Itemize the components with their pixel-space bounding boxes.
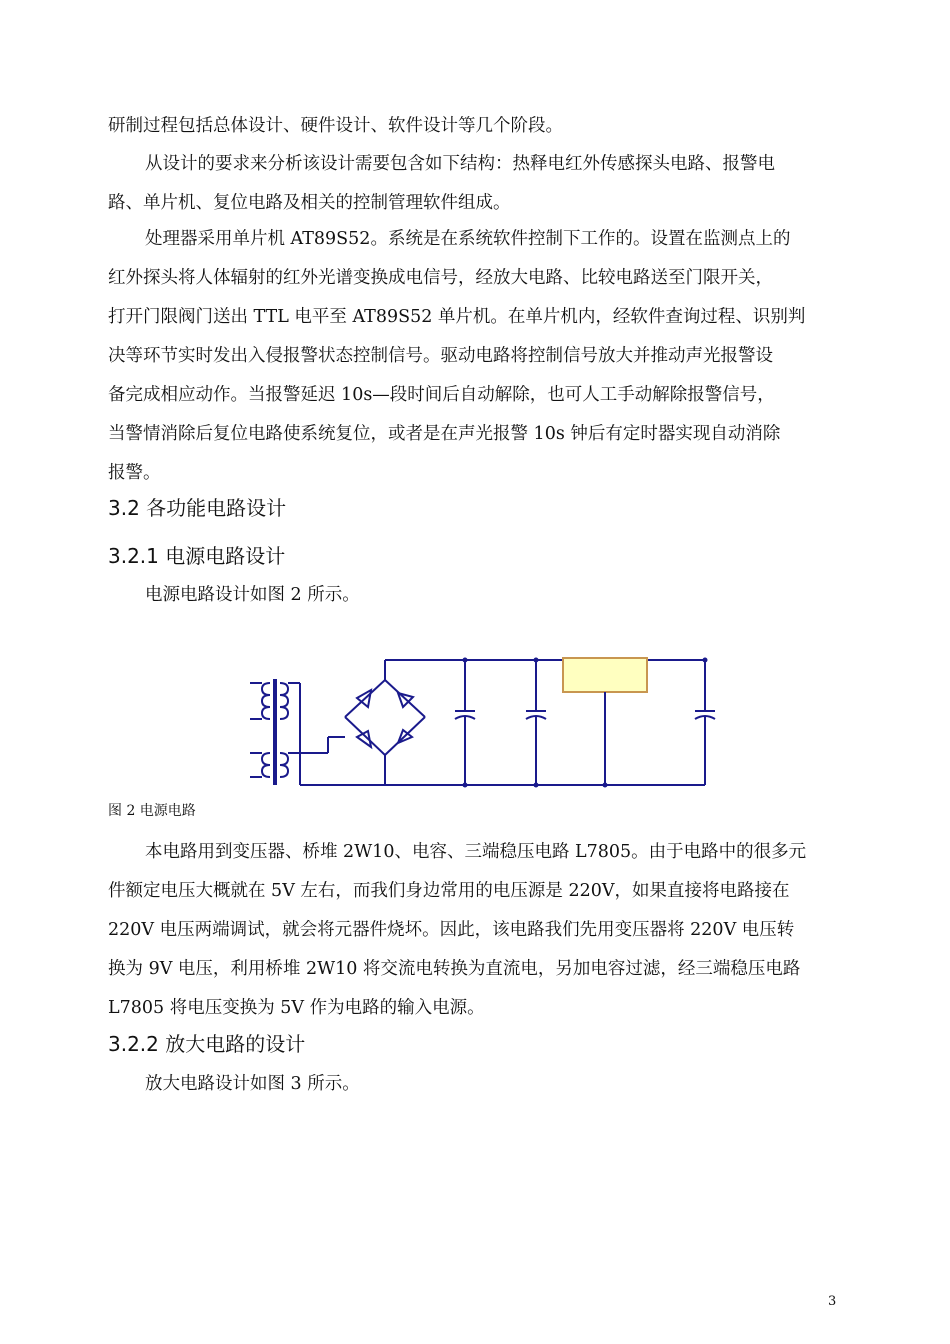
- text-line: 处理器采用单片机 AT89S52。系统是在系统软件控制下工作的。设置在监测点上的: [145, 229, 791, 249]
- figure-caption: 图 2 电源电路: [108, 803, 196, 819]
- power-circuit-figure: [240, 655, 720, 795]
- text-line: 放大电路设计如图 3 所示。: [145, 1074, 360, 1094]
- text-line: 220V 电压两端调试，就会将元器件烧坏。因此，该电路我们先用变压器将 220V 电压转: [108, 920, 795, 940]
- text-line: 本电路用到变压器、桥堆 2W10、电容、三端稳压电路 L7805。由于电路中的很多元: [145, 842, 807, 862]
- bridge-rectifier-icon: [345, 660, 425, 785]
- text-line: L7805 将电压变换为 5V 作为电路的输入电源。: [108, 998, 485, 1018]
- section-heading-3-2-2: 3.2.2 放大电路的设计: [108, 1032, 306, 1056]
- regulator-l7805-box: [563, 658, 647, 692]
- capacitor-3-icon: [695, 660, 715, 785]
- text-line: 当警情消除后复位电路使系统复位，或者是在声光报警 10s 钟后有定时器实现自动消除: [108, 424, 781, 444]
- text-line: 从设计的要求来分析该设计需要包含如下结构：热释电红外传感探头电路、报警电: [145, 154, 775, 174]
- paragraph-1: [108, 107, 843, 146]
- section-heading-3-2-1: 3.2.1 电源电路设计: [108, 544, 286, 568]
- text-line: 备完成相应动作。当报警延迟 10s—段时间后自动解除，也可人工手动解除报警信号，: [108, 385, 775, 405]
- paragraph-4: [108, 576, 843, 615]
- text-line: 决等环节实时发出入侵报警状态控制信号。驱动电路将控制信号放大并推动声光报警设: [108, 346, 773, 366]
- paragraph-6: [108, 1065, 843, 1104]
- text-line: 路、单片机、复位电路及相关的控制管理软件组成。: [108, 193, 511, 213]
- paragraph-2: [108, 145, 843, 223]
- text-line: 研制过程包括总体设计、硬件设计、软件设计等几个阶段。: [108, 116, 563, 136]
- text-line: 红外探头将人体辐射的红外光谱变换成电信号，经放大电路、比较电路送至门限开关，: [108, 268, 773, 288]
- paragraph-3: [108, 220, 843, 493]
- text-line: 打开门限阀门送出 TTL 电平至 AT89S52 单片机。在单片机内，经软件查询过程、识别判: [108, 307, 806, 327]
- text-line: 报警。: [108, 463, 161, 483]
- capacitor-1-icon: [455, 660, 475, 785]
- text-line: 电源电路设计如图 2 所示。: [145, 585, 360, 605]
- paragraph-5: [108, 833, 843, 1028]
- text-line: 件额定电压大概就在 5V 左右，而我们身边常用的电压源是 220V，如果直接将电路接在: [108, 881, 790, 901]
- text-line: 换为 9V 电压，利用桥堆 2W10 将交流电转换为直流电，另加电容过滤，经三端稳压电路: [108, 959, 801, 979]
- page-number: 3: [828, 1294, 837, 1309]
- section-heading-3-2: 3.2 各功能电路设计: [108, 496, 287, 520]
- transformer-icon: [250, 679, 357, 785]
- capacitor-2-icon: [526, 660, 546, 785]
